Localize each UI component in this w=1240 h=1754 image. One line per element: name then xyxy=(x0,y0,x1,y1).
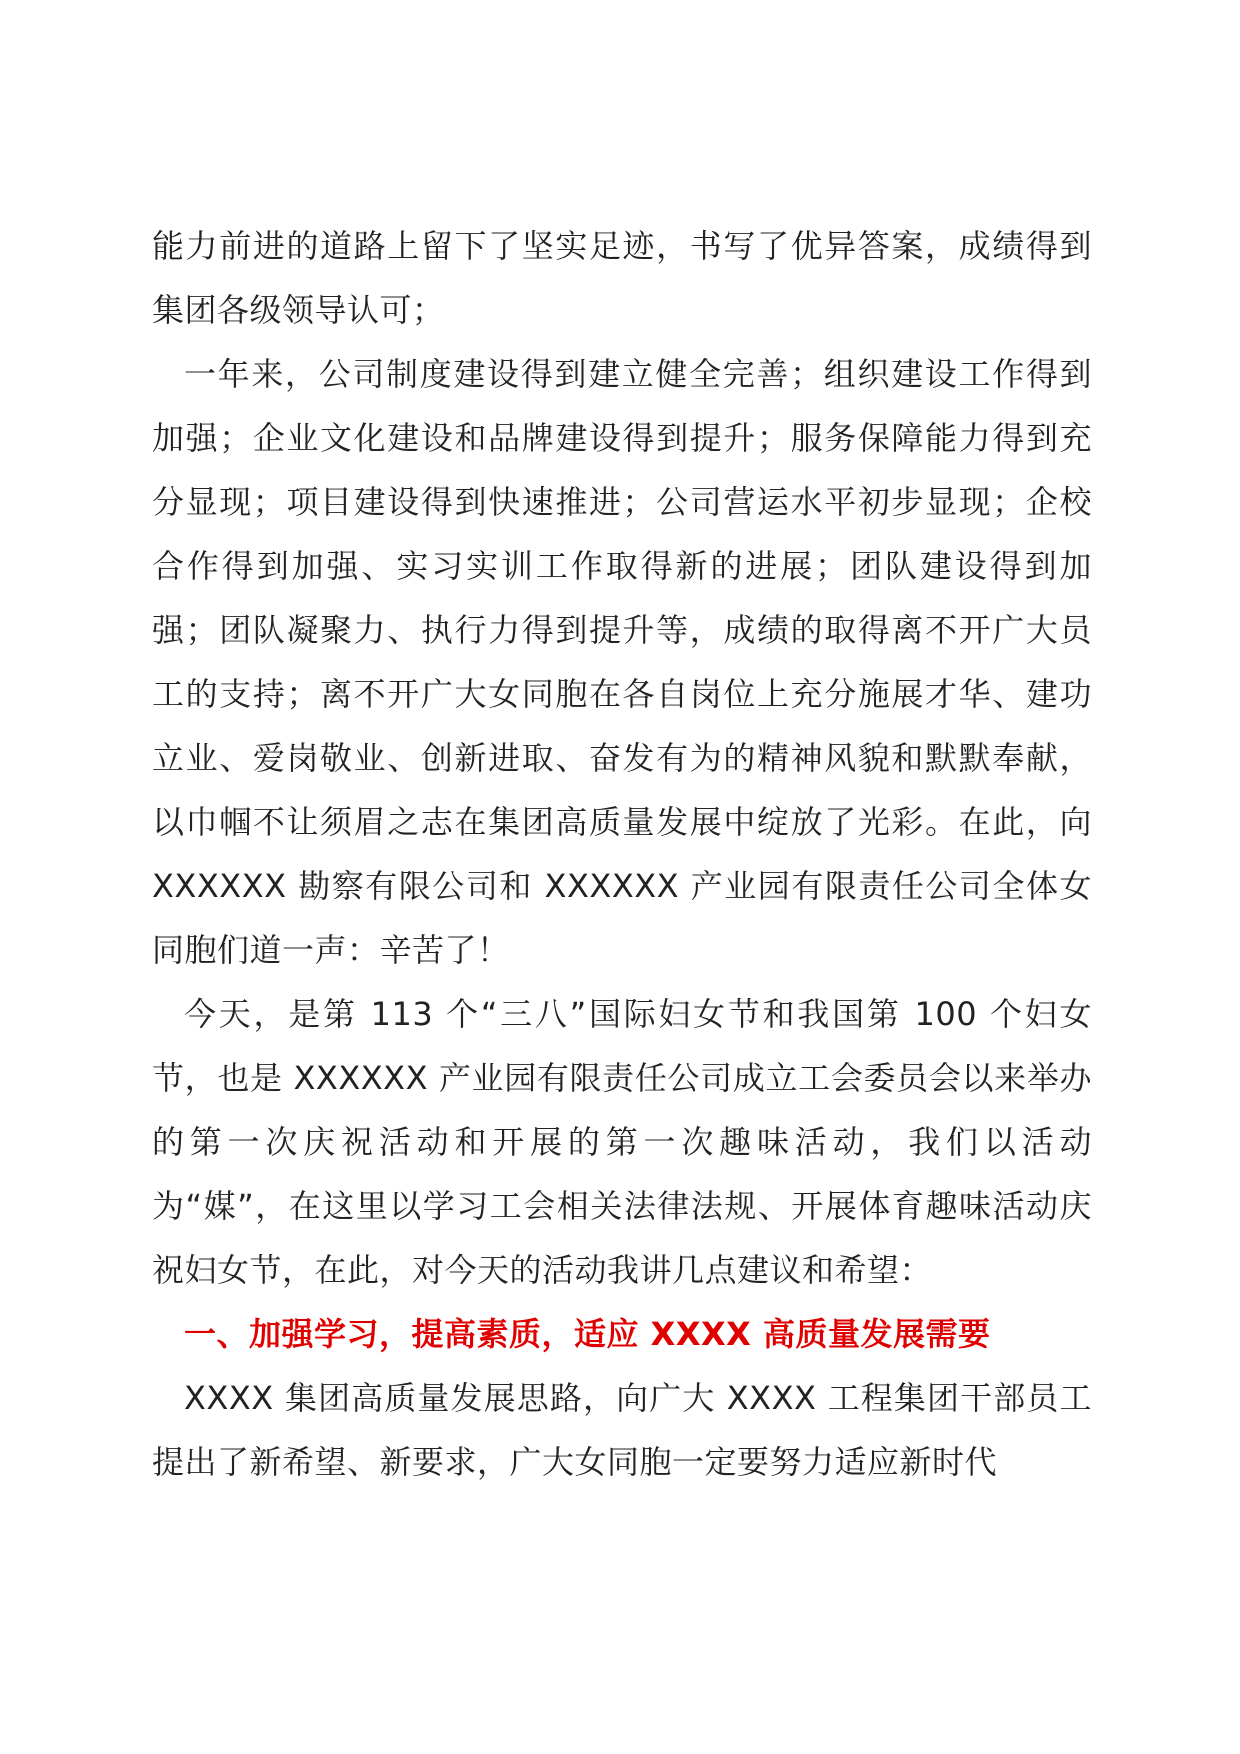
document-body xyxy=(152,214,1092,1494)
paragraph-womens-day: 今天，是第 113 个“三八”国际妇女节和我国第 100 个妇女节，也是 XXXXXX 产业园有限责任公司成立工会委员会以来举办的第一次庆祝活动和开展的第一次趣味活动，我们以活动为“媒”，在这里以学习工会相关法律法规、开展体育趣味活动庆祝妇女节，在此，对今天的活动我讲几点建议和希望： xyxy=(152,995,1092,1289)
paragraph-continuation: 能力前进的道路上留下了坚实足迹，书写了优异答案，成绩得到集团各级领导认可； xyxy=(152,227,1092,329)
paragraph-achievements: 一年来，公司制度建设得到建立健全完善；组织建设工作得到加强；企业文化建设和品牌建设得到提升；服务保障能力得到充分显现；项目建设得到快速推进；公司营运水平初步显现；企校合作得到加强、实习实训工作取得新的进展；团队建设得到加强；团队凝聚力、执行力得到提升等，成绩的取得离不开广大员工的支持；离不开广大女同胞在各自岗位上充分施展才华、建功立业、爱岗敬业、创新进取、奋发有为的精神风貌和默默奉献，以巾帼不让须眉之志在集团高质量发展中绽放了光彩。在此，向 XXXXXX 勘察有限公司和 XXXXXX 产业园有限责任公司全体女同胞们道一声：辛苦了！ xyxy=(152,355,1092,969)
paragraph-development: XXXX 集团高质量发展思路，向广大 XXXX 工程集团干部员工提出了新希望、新要求，广大女同胞一定要努力适应新时代 xyxy=(152,1379,1092,1481)
section-heading-1: 一、加强学习，提高素质，适应 XXXX 高质量发展需要 xyxy=(184,1315,991,1353)
